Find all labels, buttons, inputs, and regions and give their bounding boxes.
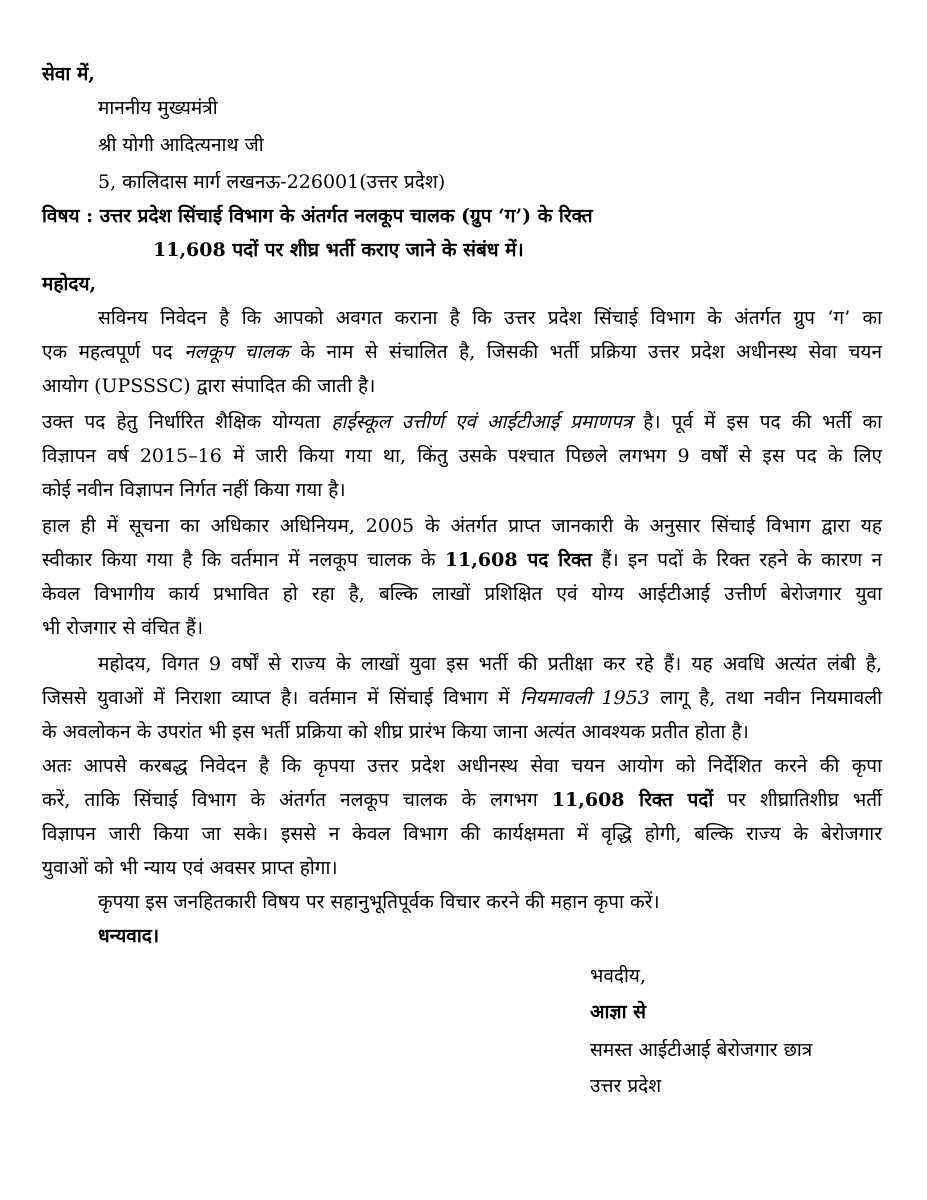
qualification-italic: हाईस्कूल उत्तीर्ण एवं आईटीआई प्रमाणपत्र	[331, 411, 633, 433]
para2-line1	[42, 410, 882, 434]
para5-line2-c: पर शीघ्रातिशीघ्र भर्ती	[713, 789, 882, 811]
para5-line2-a: करें, ताकि सिंचाई विभाग के अंतर्गत नलकूप चालक के लगभग	[42, 789, 552, 811]
post-name-italic: नलकूप चालक	[184, 341, 289, 363]
subject-line-1: विषय : उत्तर प्रदेश सिंचाई विभाग के अंतर्गत नलकूप चालक (ग्रुप ‘ग’) के रिक्त	[42, 205, 593, 227]
greeting: महोदय,	[42, 273, 97, 295]
para1-line1: सविनय निवेदन है कि आपको अवगत कराना है कि उत्तर प्रदेश सिंचाई विभाग के अंतर्गत ग्रुप ‘ग’ का	[98, 307, 882, 329]
address-line-3: 5, कालिदास मार्ग लखनऊ-226001(उत्तर प्रदेश)	[98, 171, 446, 193]
rules-italic: नियमावली 1953	[520, 687, 650, 709]
para3-line2	[42, 548, 882, 572]
para2-line1-a: उक्त पद हेतु निर्धारित शैक्षिक योग्यता	[42, 411, 332, 433]
para1-line2-c: के नाम से संचालित है, जिसकी भर्ती प्रक्रिया उत्तर प्रदेश अधीनस्थ सेवा चयन	[288, 341, 882, 363]
para5-line3: विज्ञापन जारी किया जा सके। इससे न केवल विभाग की कार्यक्षमता में वृद्धि होगी, बल्कि राज्य के बेरोजगार	[42, 823, 882, 845]
para5-line1: अतः आपसे करबद्ध निवेदन है कि कृपया उत्तर प्रदेश अधीनस्थ सेवा चयन आयोग को निर्देशित करने की कृपा	[42, 755, 882, 777]
para1-line2-a: एक महत्वपूर्ण पद	[42, 341, 185, 363]
para4-line2-c: लागू है, तथा नवीन नियमावली	[649, 687, 882, 709]
salutation: सेवा में,	[42, 63, 95, 85]
signature-place: उत्तर प्रदेश	[590, 1075, 662, 1097]
para4-line1: महोदय, विगत 9 वर्षों से राज्य के लाखों युवा इस भर्ती की प्रतीक्षा कर रहे हैं। यह अवधि अत्यंत लंबी है,	[98, 653, 882, 675]
para5-line2	[42, 788, 882, 812]
signature-from: समस्त आईटीआई बेरोजगार छात्र	[590, 1039, 813, 1061]
para2-line1-c: है। पूर्व में इस पद की भर्ती का	[632, 411, 882, 433]
signature-by-order: आज्ञा से	[590, 1001, 646, 1023]
para4-line3: के अवलोकन के उपरांत भी इस भर्ती प्रक्रिया को शीघ्र प्रारंभ किया जाना अत्यंत आवश्यक प्रतीत होता है।	[42, 721, 749, 743]
para3-line2-c: हैं। इन पदों के रिक्त रहने के कारण न	[592, 549, 882, 571]
para1-line3: आयोग (UPSSSC) द्वारा संपादित की जाती है।	[42, 375, 376, 397]
para6: कृपया इस जनहितकारी विषय पर सहानुभूतिपूर्वक विचार करने की महान कृपा करें।	[98, 891, 660, 913]
address-line-2: श्री योगी आदित्यनाथ जी	[98, 134, 264, 156]
vacant-posts-bold: 11,608 रिक्त पदों	[551, 789, 714, 811]
vacancy-count-bold: 11,608 पद रिक्त	[444, 549, 592, 571]
para2-line3: कोई नवीन विज्ञापन निर्गत नहीं किया गया है।	[42, 479, 346, 501]
address-line-1: माननीय मुख्यमंत्री	[98, 97, 218, 119]
para4-line2	[42, 686, 882, 710]
para4-line2-a: जिससे युवाओं में निराशा व्याप्त है। वर्तमान में सिंचाई विभाग में	[42, 687, 521, 709]
subject-line-2: 11,608 पदों पर शीघ्र भर्ती कराए जाने के संबंध में।	[153, 239, 524, 261]
para3-line1: हाल ही में सूचना का अधिकार अधिनियम, 2005 के अंतर्गत प्राप्त जानकारी के अनुसार सिंचाई विभाग द्वारा यह	[42, 515, 882, 537]
para3-line4: भी रोजगार से वंचित हैं।	[42, 617, 204, 639]
para2-line2: विज्ञापन वर्ष 2015–16 में जारी किया गया था, किंतु उसके पश्चात पिछले लगभग 9 वर्षों से इस पद के लिए	[42, 445, 882, 467]
para5-line4: युवाओं को भी न्याय एवं अवसर प्राप्त होगा।	[42, 857, 338, 879]
thanks: धन्यवाद।	[98, 925, 160, 947]
signature-closing: भवदीय,	[590, 965, 646, 987]
para1-line2	[42, 340, 882, 364]
para3-line3: केवल विभागीय कार्य प्रभावित हो रहा है, बल्कि लाखों प्रशिक्षित एवं योग्य आईटीआई उत्तीर्ण बेरोजगार युवा	[42, 583, 882, 605]
para3-line2-a: स्वीकार किया गया है कि वर्तमान में नलकूप चालक के	[42, 549, 445, 571]
